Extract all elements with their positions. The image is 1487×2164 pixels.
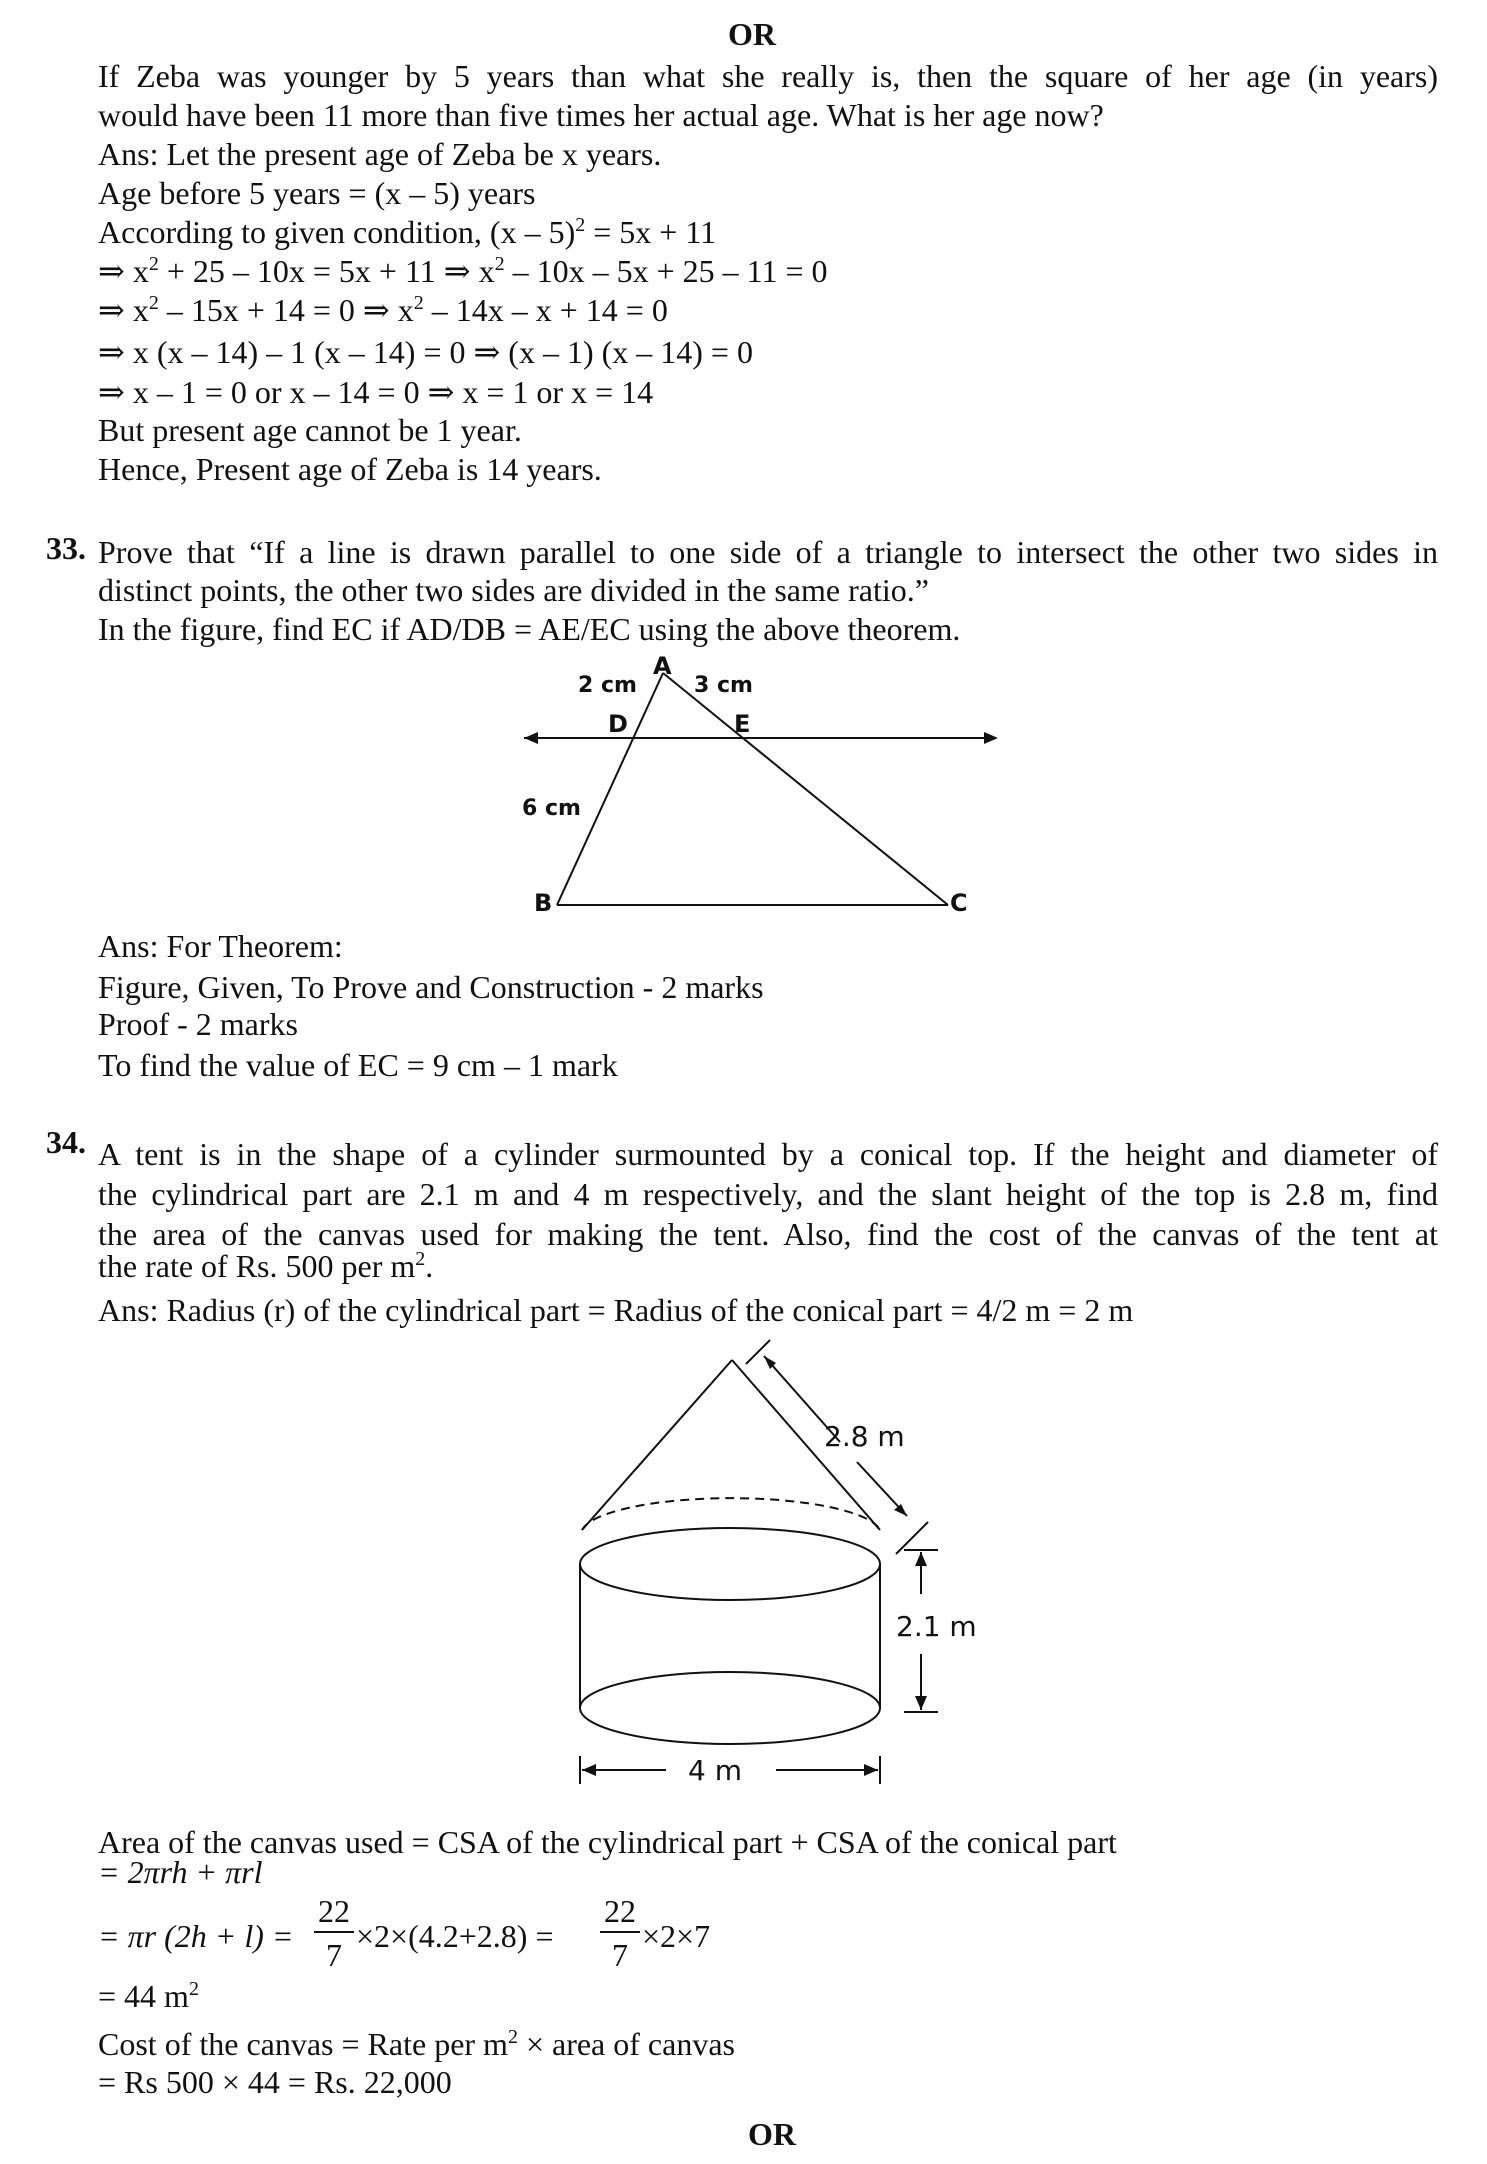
area-line-3-middle: ×2×(4.2+2.8) = bbox=[356, 1918, 554, 1954]
label-b: B bbox=[534, 889, 553, 917]
cylinder-top-ellipse bbox=[580, 1528, 880, 1600]
question-34-line-1: A tent is in the shape of a cylinder surmounted by a conical top. If the height and diameter of bbox=[98, 1136, 1438, 1172]
side-ab bbox=[557, 673, 663, 905]
label-ad-length: 2 cm bbox=[578, 673, 637, 698]
fraction-1-denominator: 7 bbox=[326, 1937, 342, 1973]
question-33-number: 33. bbox=[46, 530, 86, 566]
label-db-length: 6 cm bbox=[522, 796, 581, 821]
zeba-answer-step-5: ⇒ x (x – 14) – 1 (x – 14) = 0 ⇒ (x – 1) (x – 14) = 0 bbox=[98, 334, 753, 370]
area-result: = 44 $m^2$ bbox=[98, 1978, 199, 2014]
area-line-3-start: = πr (2h + l) = bbox=[98, 1918, 294, 1954]
zeba-answer-step-7: But present age cannot be 1 year. bbox=[98, 412, 522, 448]
question-34-line-3: the area of the canvas used for making the tent. Also, find the cost of the canvas of the tent at bbox=[98, 1216, 1438, 1252]
q33-answer-intro: Ans: For Theorem: bbox=[98, 928, 343, 964]
area-line-1: Area of the canvas used = CSA of the cylindrical part + CSA of the conical part bbox=[98, 1824, 1117, 1860]
cost-line-1: Cost of the canvas = Rate per $m^2$ × area of canvas bbox=[98, 2026, 735, 2062]
question-34-line-4: the rate of Rs. 500 per $m^2$. bbox=[98, 1248, 434, 1284]
slant-arrowhead-bottom-icon bbox=[894, 1504, 907, 1516]
zeba-answer-step-3: ⇒ $x^2 + 25 - 10x = 5x + 11$ ⇒ $x^2 - 10x - 5x + 25 - 11 = 0$ bbox=[98, 253, 828, 289]
question-33-line-1: Prove that “If a line is drawn parallel to one side of a triangle to intersect the other two sides in bbox=[98, 534, 1438, 570]
triangle-figure bbox=[500, 650, 1020, 920]
label-diameter: 4 m bbox=[688, 1754, 742, 1787]
label-c: C bbox=[950, 889, 968, 917]
fraction-2-numerator: 22 bbox=[604, 1893, 636, 1929]
zeba-answer-conclusion: Hence, Present age of Zeba is 14 years. bbox=[98, 451, 602, 487]
zeba-answer-step-4: ⇒ $x^2 - 15x + 14 = 0$ ⇒ $x^2 - 14x - x + 14 = 0$ bbox=[98, 292, 668, 328]
q33-answer-marks-1: Figure, Given, To Prove and Construction - 2 marks bbox=[98, 969, 764, 1005]
width-arrowhead-right-icon bbox=[864, 1764, 878, 1776]
or-heading-top: OR bbox=[728, 16, 776, 52]
question-34-number: 34. bbox=[46, 1124, 86, 1160]
q33-answer-marks-3: To find the value of EC = 9 cm – 1 mark bbox=[98, 1047, 618, 1083]
zeba-answer-intro: Ans: Let the present age of Zeba be x years. bbox=[98, 136, 662, 172]
q34-answer-radius: Ans: Radius (r) of the cylindrical part = Radius of the conical part = 4/2 m = 2 m bbox=[98, 1292, 1134, 1328]
question-33-line-2: distinct points, the other two sides are divided in the same ratio.” bbox=[98, 572, 929, 608]
zeba-question-line-2: would have been 11 more than five times her actual age. What is her age now? bbox=[98, 97, 1104, 133]
arrow-left-icon bbox=[524, 732, 538, 744]
cost-line-2: = Rs 500 × 44 = Rs. 22,000 bbox=[98, 2064, 452, 2100]
fraction-1-bar bbox=[314, 1931, 354, 1933]
question-33-line-3: In the figure, find EC if AD/DB = AE/EC using the above theorem. bbox=[98, 611, 961, 647]
cone-base-hidden-arc bbox=[582, 1498, 880, 1530]
arrow-right-icon bbox=[984, 732, 998, 744]
width-arrowhead-left-icon bbox=[582, 1764, 596, 1776]
height-arrowhead-bottom-icon bbox=[915, 1696, 927, 1710]
label-slant-height: 2.8 m bbox=[824, 1420, 905, 1453]
cone-left-edge bbox=[582, 1360, 732, 1530]
fraction-2-bar bbox=[600, 1931, 640, 1933]
tent-figure bbox=[560, 1330, 1000, 1810]
zeba-answer-step-1: Age before 5 years = (x – 5) years bbox=[98, 175, 536, 211]
fraction-2-denominator: 7 bbox=[612, 1937, 628, 1973]
side-ac bbox=[663, 673, 948, 905]
question-34-line-2: the cylindrical part are 2.1 m and 4 m respectively, and the slant height of the top is 2.8 m, find bbox=[98, 1176, 1438, 1212]
label-ae-length: 3 cm bbox=[694, 673, 753, 698]
zeba-answer-step-6: ⇒ x – 1 = 0 or x – 14 = 0 ⇒ x = 1 or x = 14 bbox=[98, 374, 654, 410]
zeba-question-line-1: If Zeba was younger by 5 years than what she really is, then the square of her age (in years) bbox=[98, 58, 1438, 94]
height-arrowhead-top-icon bbox=[915, 1552, 927, 1566]
fraction-1-numerator: 22 bbox=[318, 1893, 350, 1929]
zeba-answer-step-2: According to given condition, (x – 5)$^2$ = 5x + 11 bbox=[98, 214, 717, 250]
area-line-3-end: ×2×7 bbox=[642, 1918, 711, 1954]
label-a: A bbox=[653, 652, 672, 680]
area-line-2: = 2πrh + πrl bbox=[98, 1854, 263, 1890]
label-d: D bbox=[608, 710, 628, 738]
q33-answer-marks-2: Proof - 2 marks bbox=[98, 1006, 298, 1042]
label-e: E bbox=[734, 710, 751, 738]
label-cylinder-height: 2.1 m bbox=[896, 1610, 977, 1643]
or-heading-bottom: OR bbox=[748, 2116, 796, 2152]
cylinder-bottom-ellipse bbox=[580, 1672, 880, 1744]
